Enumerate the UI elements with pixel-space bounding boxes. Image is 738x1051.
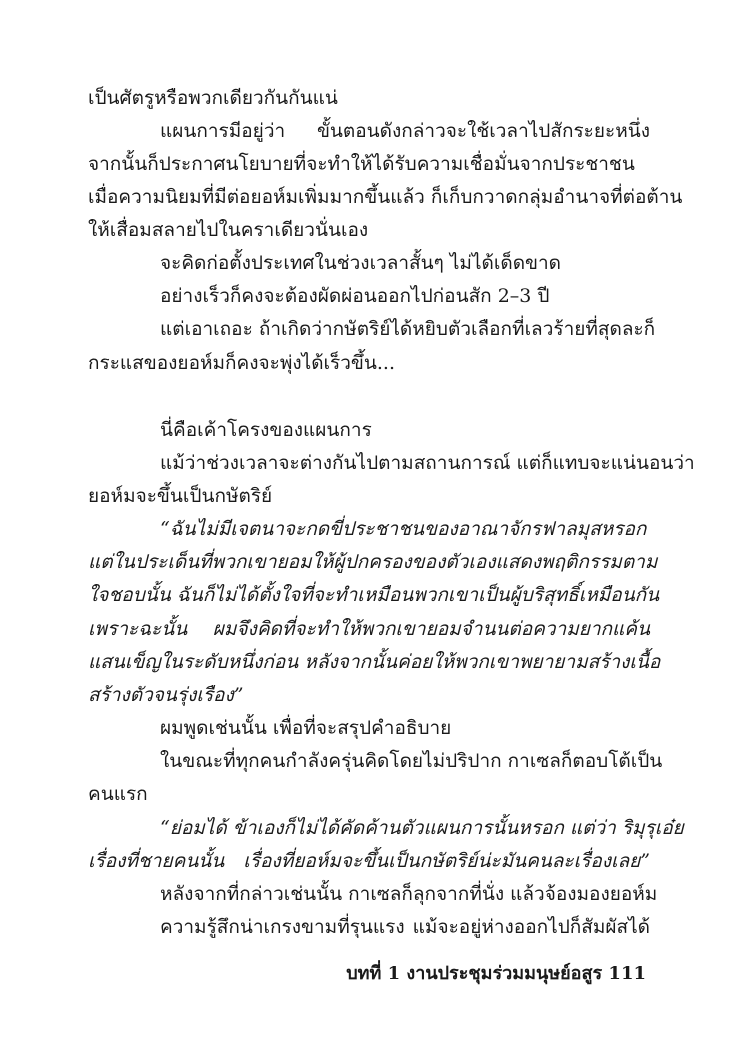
text-line: ผมพูดเช่นนั้น เพื่อที่จะสรุปคำอธิบาย (160, 717, 452, 739)
text-line: แผนการมีอยู่ว่า ขั้นตอนดังกล่าวจะใช้เวลาไปสักระยะหนึ่ง (160, 120, 650, 142)
text-line: ให้เสื่อมสลายไปในคราเดียวนั่นเอง (88, 219, 369, 241)
text-line: เมื่อความนิยมที่มีต่อยอห์มเพิ่มมากขึ้นแล้ว ก็เก็บกวาดกลุ่มอำนาจที่ต่อต้าน (88, 186, 683, 208)
dialogue-line: แต่ในประเด็นที่พวกเขายอมให้ผู้ปกครองของตัวเองแสดงพฤติกรรมตาม (88, 551, 658, 573)
dialogue-line: “ย่อมได้ ข้าเองก็ไม่ได้คัดค้านตัวแผนการนั้นหรอก แต่ว่า ริมุรุเอ๋ย (160, 817, 684, 839)
text-line: หลังจากที่กล่าวเช่นนั้น กาเซลก็ลุกจากที่นั่ง แล้วจ้องมองยอห์ม (160, 883, 658, 905)
dialogue-line: เพราะฉะนั้น ผมจึงคิดที่จะทำให้พวกเขายอมจำนนต่อความยากแค้น (88, 618, 650, 640)
text-line: คนแรก (88, 783, 148, 805)
text-line: จะคิดก่อตั้งประเทศในช่วงเวลาสั้นๆ ไม่ได้เด็ดขาด (160, 252, 562, 274)
text-line: เป็นศัตรูหรือพวกเดียวกันกันแน่ (88, 87, 338, 109)
dialogue-line: ใจชอบนั้น ฉันก็ไม่ได้ตั้งใจที่จะทำเหมือนพวกเขาเป็นผู้บริสุทธิ์เหมือนกัน (88, 584, 660, 606)
text-line: ยอห์มจะขึ้นเป็นกษัตริย์ (88, 485, 273, 507)
text-line: กระแสของยอห์มก็คงจะพุ่งได้เร็วขึ้น... (88, 352, 396, 374)
dialogue-line: สร้างตัวจนรุ่งเรือง” (88, 684, 244, 706)
text-line: จากนั้นก็ประกาศนโยบายที่จะทำให้ได้รับความเชื่อมั่นจากประชาชน (88, 153, 635, 175)
text-line: แต่เอาเถอะ ถ้าเกิดว่ากษัตริย์ได้หยิบตัวเลือกที่เลวร้ายที่สุดละก็ (160, 318, 656, 340)
text-line: ในขณะที่ทุกคนกำลังครุ่นคิดโดยไม่ปริปาก กาเซลก็ตอบโต้เป็น (160, 750, 663, 772)
text-line: นี่คือเค้าโครงของแผนการ (160, 419, 372, 441)
text-line: ความรู้สึกน่าเกรงขามที่รุนแรง แม้จะอยู่ห่างออกไปก็สัมผัสได้ (160, 916, 650, 938)
dialogue-line: “ฉันไม่มีเจตนาจะกดขี่ประชาชนของอาณาจักรฟาลมุสหรอก (160, 518, 647, 540)
text-line: แม้ว่าช่วงเวลาจะต่างกันไปตามสถานการณ์ แต่ก็แทบจะแน่นอนว่า (160, 452, 695, 474)
dialogue-line: เรื่องที่ชายคนนั้น เรื่องที่ยอห์มจะขึ้นเป็นกษัตริย์น่ะมันคนละเรื่องเลย” (88, 850, 650, 872)
text-line: อย่างเร็วก็คงจะต้องผัดผ่อนออกไปก่อนสัก 2–3 ปี (160, 285, 550, 307)
page-footer: บทที่ 1 งานประชุมร่วมมนุษย์อสูร 111 (346, 963, 646, 984)
dialogue-line: แสนเข็ญในระดับหนึ่งก่อน หลังจากนั้นค่อยให้พวกเขาพยายามสร้างเนื้อ (88, 651, 661, 673)
